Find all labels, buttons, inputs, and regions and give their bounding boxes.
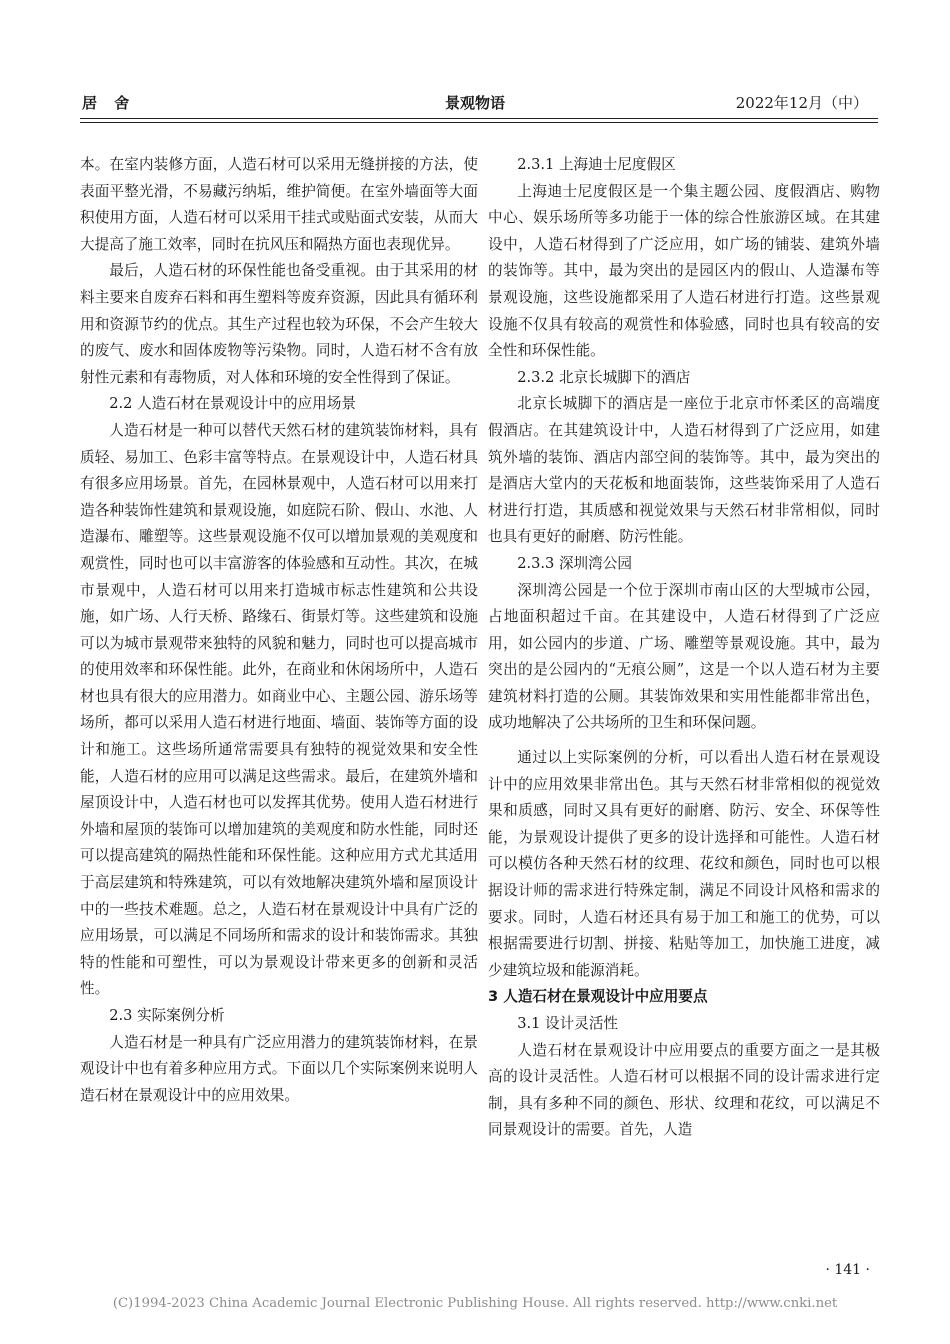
header-rule-thin [80,122,878,123]
copyright-footer: (C)1994-2023 China Academic Journal Electronic Publishing House. All rights reserved. http://www.cnki.net [112,1296,838,1311]
paragraph-application-scenes: 人造石材是一种可以替代天然石材的建筑装饰材料，具有质轻、易加工、色彩丰富等特点。在景观设计中，人造石材具有很多应用场景。首先，在园林景观中，人造石材可以用来打造各种装饰性建筑和景观设施，如庭院石阶、假山、水池、人造瀑布、雕塑等。这些景观设施不仅可以增加景观的美观度和观赏性，同时也可以丰富游客的体验感和互动性。其次，在城市景观中，人造石材可以用来打造城市标志性建筑和公共设施，如广场、人行天桥、路缘石、街景灯等。这些建筑和设施可以为城市景观带来独特的风貌和魅力，同时也可以提高城市的使用效率和环保性能。此外，在商业和休闲场所中，人造石材也具有很大的应用潜力。如商业中心、主题公园、游乐场等场所，都可以采用人造石材进行地面、墙面、装饰等方面的设计和施工。这些场所通常需要具有独特的视觉效果和安全性能，人造石材的应用可以满足这些需求。最后，在建筑外墙和屋顶设计中，人造石材也可以发挥其优势。使用人造石材进行外墙和屋顶的装饰可以增加建筑的美观度和防水性能，同时还可以提高建筑的隔热性能和环保性能。这种应用方式尤其适用于高层建筑和特殊建筑，可以有效地解决建筑外墙和屋顶设计中的一些技术难题。总之，人造石材在景观设计中具有广泛的应用场景，可以满足不同场所和需求的设计和装饰需求。其独特的性能和可塑性，可以为景观设计带来更多的创新和灵活性。 [80,421,478,998]
paragraph-design-flexibility: 人造石材在景观设计中应用要点的重要方面之一是其极高的设计灵活性。人造石材可以根据不同的设计需求进行定制，具有多种不同的颜色、形状、纹理和花纹，可以满足不同景观设计的需要。首先，人造 [488,1041,880,1139]
paragraph-continuation: 本。在室内装修方面，人造石材可以采用无缝拼接的方法，使表面平整光滑，不易藏污纳垢，维护简便。在室外墙面等大面积使用方面，人造石材可以采用干挂式或贴面式安装，从而大大提高了施工效率，同时在抗风压和隔热方面也表现优异。 [80,156,478,253]
section-heading-2-3-1: 2.3.1 上海迪士尼度假区 [517,156,676,173]
right-column [488,152,880,1144]
running-header [80,92,870,114]
header-rule-thick [80,118,878,119]
header-column-title: 景观物语 [444,94,505,112]
paragraph-case-summary: 通过以上实际案例的分析，可以看出人造石材在景观设计中的应用效果非常出色。其与天然石材非常相似的视觉效果和质感，同时又具有更好的耐磨、防污、安全、环保等性能，为景观设计提供了更多的设计选择和可能性。人造石材可以模仿各种天然石材的纹理、花纹和颜色，同时也可以根据设计师的需求进行特殊定制，满足不同设计风格和需求的要求。同时，人造石材还具有易于加工和施工的优势，可以根据需要进行切割、拼接、粘贴等加工，加快施工进度，减少建筑垃圾和能源消耗。 [488,749,880,979]
paragraph-shenzhen-bay: 深圳湾公园是一个位于深圳市南山区的大型城市公园，占地面积超过千亩。在其建设中，人造石材得到了广泛应用，如公园内的步道、广场、雕塑等景观设施。其中，最为突出的是公园内的“无痕公厕”，这是一个以人造石材为主要建筑材料打造的公厕。其装饰效果和实用性能都非常出色，成功地解决了公共场所的卫生和环保问题。 [488,581,880,732]
section-heading-2-2: 2.2 人造石材在景观设计中的应用场景 [109,395,356,413]
left-column [80,152,478,1109]
header-issue-date: 2022年12月（中） [735,94,868,112]
paragraph-environmental: 最后，人造石材的环保性能也备受重视。由于其采用的材料主要来自废弃石料和再生塑料等废弃资源，因此具有循环利用和资源节约的优点。其生产过程也较为环保，不会产生较大的废气、废水和固体废物等污染物。同时，人造石材不含有放射性元素和有毒物质，对人体和环境的安全性得到了保证。 [80,262,478,386]
paragraph-shanghai-disney: 上海迪士尼度假区是一个集主题公园、度假酒店、购物中心、娱乐场所等多功能于一体的综合性旅游区域。在其建设中，人造石材得到了广泛应用，如广场的铺装、建筑外墙的装饰等。其中，最为突出的是园区内的假山、人造瀑布等景观设施，这些设施都采用了人造石材进行打造。这些景观设施不仅具有较高的观赏性和体验感，同时也具有较高的安全性和环保性能。 [488,182,880,360]
paragraph-gap [488,737,880,745]
header-section-name: 居 舍 [82,94,136,112]
section-heading-2-3-2: 2.3.2 北京长城脚下的酒店 [517,368,691,386]
paragraph-case-intro: 人造石材是一种具有广泛应用潜力的建筑装饰材料，在景观设计中也有着多种应用方式。下面以几个实际案例来说明人造石材在景观设计中的应用效果。 [80,1033,478,1104]
section-heading-2-3-3: 2.3.3 深圳湾公园 [517,554,632,572]
paragraph-beijing-hotel: 北京长城脚下的酒店是一座位于北京市怀柔区的高端度假酒店。在其建筑设计中，人造石材得到了广泛应用，如建筑外墙的装饰、酒店内部空间的装饰等。其中，最为突出的是酒店大堂内的天花板和地面装饰，这些装饰采用了人造石材进行打造，其质感和视觉效果与天然石材非常相似，同时也具有更好的耐磨、防污性能。 [488,395,880,546]
section-heading-3: 3 人造石材在景观设计中应用要点 [488,988,708,1006]
section-heading-3-1: 3.1 设计灵活性 [517,1015,619,1032]
page-number: · 141 · [825,1262,870,1278]
section-heading-2-3: 2.3 实际案例分析 [109,1007,225,1024]
